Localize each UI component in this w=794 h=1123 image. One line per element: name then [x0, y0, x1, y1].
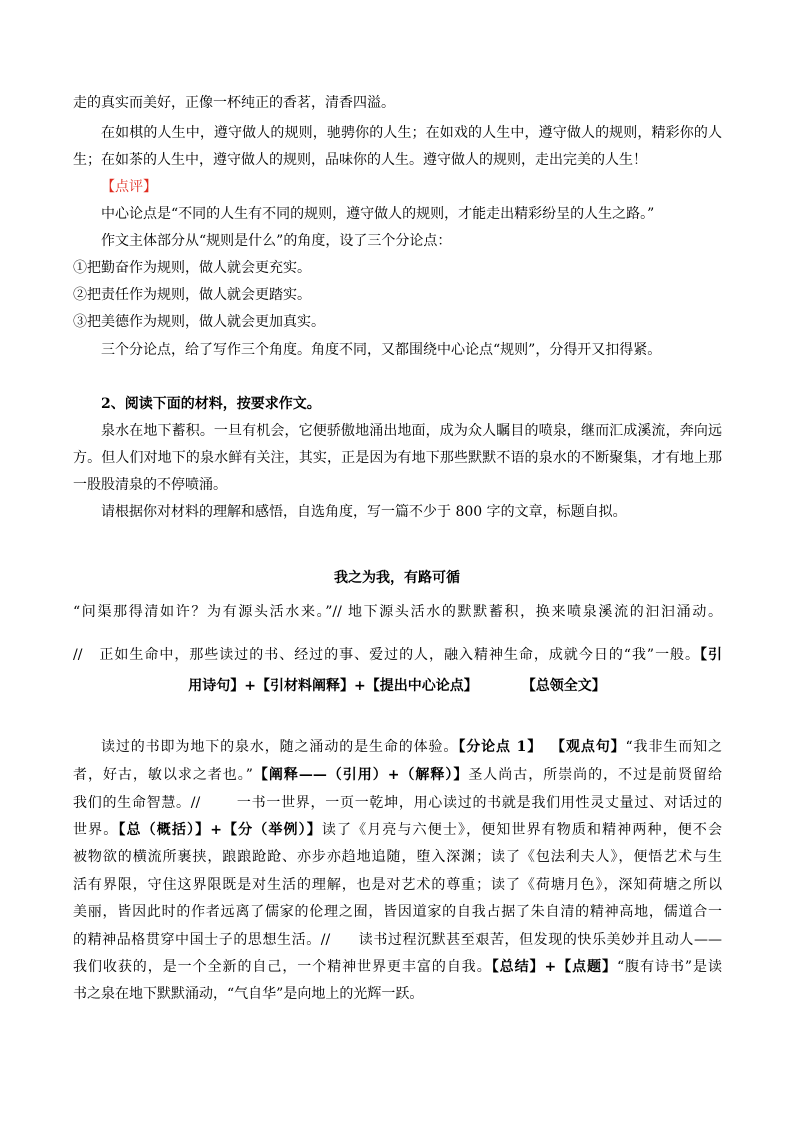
annotation-tag: 【总结】+【点题】 — [491, 959, 617, 975]
material-line: 泉水在地下蓄积。一旦有机会，它便骄傲地涌出地面，成为众人瞩目的喷泉，继而汇成溪流，奔向远 — [101, 423, 722, 439]
essay-text: “问渠那得清如许？为有源头活水来。”// 地下源头活水的默默蓄积，换来喷泉溪流的汩汩涌动。 — [73, 604, 722, 620]
essay-text: 读了《月亮与六便士》，便知世界有物质和精神两种，便不会 — [321, 822, 722, 838]
essay-line — [73, 957, 722, 977]
essay-title: 我之为我，有路可循 — [334, 570, 460, 586]
sub-point-2: ②把责任作为规则，做人就会更踏实。 — [73, 287, 311, 303]
text-line: 在如棋的人生中，遵守做人的规则，驰骋你的人生；在如戏的人生中，遵守做人的规则，精彩你的人 — [101, 125, 722, 141]
essay-text: // — [73, 647, 83, 663]
material-line: 方。但人们对地下的泉水鲜有关注，其实，正是因为有地下那些默默不语的泉水的不断聚集，才有地上那 — [73, 450, 722, 466]
essay-text: 我们收获的，是一个全新的自己，一个精神世界更丰富的自我。 — [73, 959, 492, 975]
sub-point-3: ③把美德作为规则，做人就会更加真实。 — [73, 314, 325, 330]
text-line: 走的真实而美好，正像一杯纯正的香茗，清香四溢。 — [73, 95, 395, 111]
essay-text: 我们的生命智慧。// — [73, 795, 201, 811]
essay-line — [73, 875, 722, 895]
review-line: 作文主体部分从“规则是什么”的角度，设了三个分论点： — [101, 233, 452, 249]
essay-line — [73, 847, 722, 867]
essay-line — [73, 930, 722, 950]
essay-text: “腹有诗书”是读 — [617, 959, 722, 975]
essay-line — [0, 676, 794, 696]
essay-text: 读书过程沉默甚至艰苦，但发现的快乐美妙并且动人—— — [358, 932, 722, 948]
essay-text: 的精神品格贯穿中国士子的思想生活。// — [73, 932, 331, 948]
annotation-tag: 【总领全文】 — [521, 678, 606, 694]
task-heading: 2、阅读下面的材料，按要求作文。 — [101, 396, 321, 412]
task-instruction: 请根据你对材料的理解和感悟，自选角度，写一篇不少于 800 字的文章，标题自拟。 — [101, 504, 627, 520]
essay-text: 被物欲的横流所裹挟，踉踉跄跄、亦步亦趋地追随，堕入深渊；读了《包法利夫人》，便悟艺术与生 — [73, 849, 722, 865]
annotation-tag: 【引 — [700, 647, 722, 663]
text-line: 生；在如茶的人生中，遵守做人的规则，品味你的人生。遵守做人的规则，走出完美的人生！ — [73, 152, 647, 168]
annotation-tag: 【分论点 1】 — [458, 739, 543, 755]
essay-text: “我非生而知之 — [625, 739, 722, 755]
essay-text: 美丽，皆因此时的作者远离了儒家的伦理之囿，皆因道家的自我占据了朱自清的精神高地，儒道合一 — [73, 904, 722, 920]
essay-text: 一书一世界，一页一乾坤，用心读过的书就是我们用性灵丈量过、对话过的 — [236, 795, 722, 811]
essay-text: 活有界限，守住这界限既是对生活的理解，也是对艺术的尊重；读了《荷塘月色》，深知荷塘之所以 — [73, 877, 722, 893]
annotation-tag: 【总（概括）】+【分（举例）】 — [118, 822, 322, 838]
review-line: 三个分论点，给了写作三个角度。角度不同，又都围绕中心论点“规则”，分得开又扣得紧。 — [101, 342, 662, 358]
essay-line — [73, 820, 722, 840]
essay-line — [73, 602, 722, 622]
essay-text: 读过的书即为地下的泉水，随之涌动的是生命的体验。 — [101, 739, 459, 755]
sub-point-1: ①把勤奋作为规则，做人就会更充实。 — [73, 260, 311, 276]
review-line: 中心论点是“不同的人生有不同的规则，遵守做人的规则，才能走出精彩纷呈的人生之路。” — [101, 206, 655, 222]
essay-line — [73, 902, 722, 922]
essay-line — [101, 737, 722, 757]
essay-text: 者，好古，敏以求之者也。” — [73, 767, 253, 783]
essay-line — [73, 984, 423, 1004]
essay-line — [73, 765, 722, 785]
essay-text: 圣人尚古，所崇尚的，不过是前贤留给 — [468, 767, 722, 783]
essay-text: 世界。 — [73, 822, 119, 838]
annotation-tag: 用诗句】+【引材料阐释】+【提出中心论点】 — [188, 678, 478, 694]
annotation-tag: 【观点句】 — [550, 739, 626, 755]
annotation-tag: 【阐释——（引用）+（解释）】 — [252, 767, 469, 783]
essay-text: 正如生命中，那些读过的书、经过的事、爱过的人，融入精神生命，成就今日的“我”一般。 — [98, 647, 701, 663]
material-line: 一股股清泉的不停喷涌。 — [73, 477, 227, 493]
essay-text: 书之泉在地下默默涌动，“气自华”是向地上的光辉一跃。 — [73, 986, 424, 1002]
review-label: 【点评】 — [101, 179, 157, 195]
essay-line — [73, 793, 722, 813]
essay-line — [73, 645, 722, 665]
